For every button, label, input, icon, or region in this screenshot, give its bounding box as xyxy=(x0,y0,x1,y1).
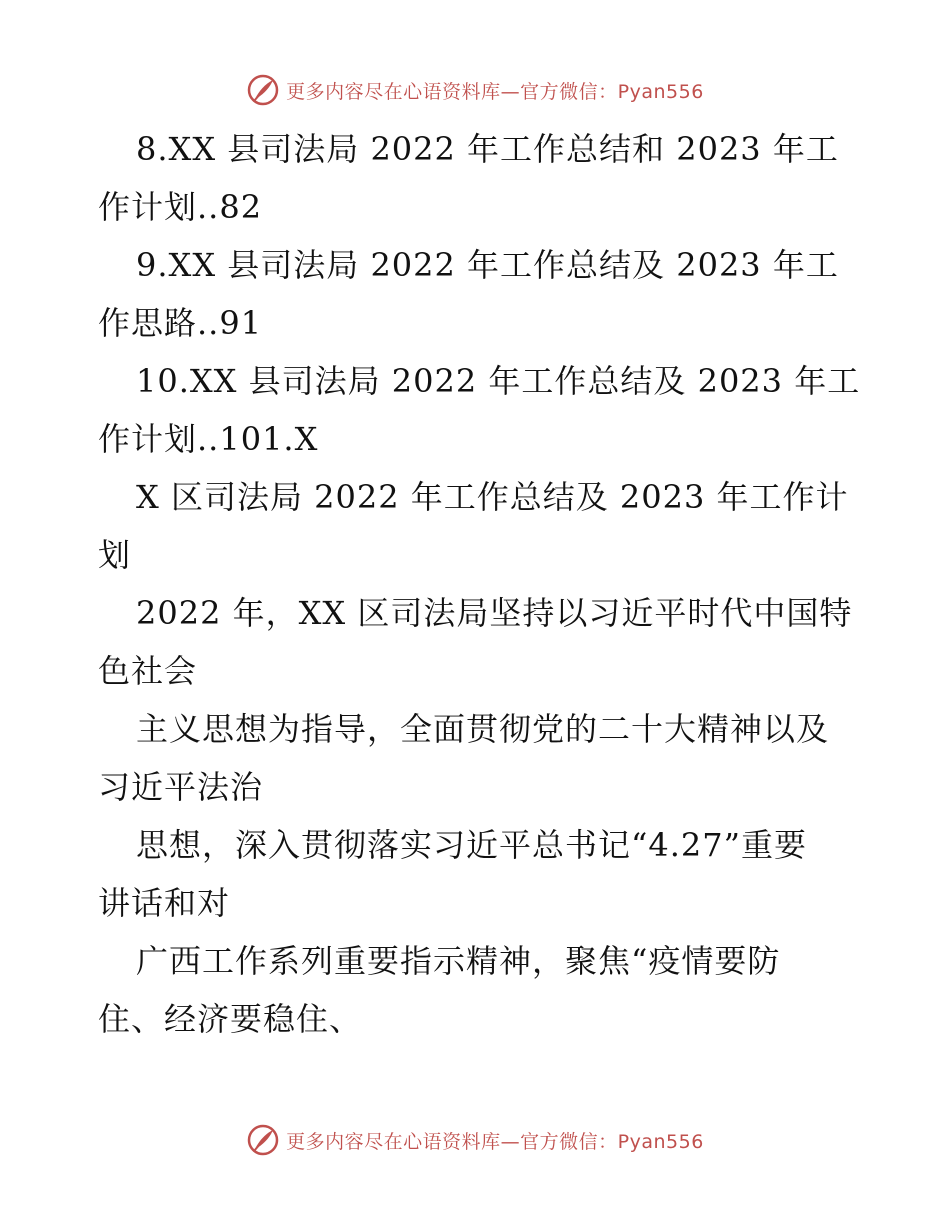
text-line-2: 作计划..82 xyxy=(98,188,263,226)
text-line-14: 讲话和对 xyxy=(98,884,231,922)
text-line-7: X 区司法局 2022 年工作总结及 2023 年工作计 xyxy=(136,478,849,516)
text-line-13: 思想，深入贯彻落实习近平总书记“4.27”重要 xyxy=(136,826,807,864)
footer-watermark xyxy=(0,1120,950,1160)
watermark-text: 更多内容尽在心语资料库—官方微信：Pyan556 xyxy=(286,80,704,103)
text-line-5: 10.XX 县司法局 2022 年工作总结及 2023 年工 xyxy=(136,362,861,400)
text-line-15: 广西工作系列重要指示精神，聚焦“疫情要防 xyxy=(136,942,781,980)
feather-logo-icon xyxy=(246,73,280,107)
text-line-11: 主义思想为指导，全面贯彻党的二十大精神以及 xyxy=(136,710,830,748)
text-line-16: 住、经济要稳住、 xyxy=(98,1000,363,1038)
text-line-9: 2022 年，XX 区司法局坚持以习近平时代中国特 xyxy=(136,594,853,632)
text-line-8: 划 xyxy=(98,536,132,574)
text-line-4: 作思路..91 xyxy=(98,304,263,342)
text-line-6: 作计划..101.X xyxy=(98,420,319,458)
text-line-1: 8.XX 县司法局 2022 年工作总结和 2023 年工 xyxy=(136,130,839,168)
text-line-10: 色社会 xyxy=(98,652,198,690)
text-line-3: 9.XX 县司法局 2022 年工作总结及 2023 年工 xyxy=(136,246,839,284)
document-body xyxy=(98,120,861,1048)
feather-logo-icon xyxy=(246,1123,280,1157)
watermark-text: 更多内容尽在心语资料库—官方微信：Pyan556 xyxy=(286,1130,704,1153)
header-watermark xyxy=(0,70,950,110)
text-line-12: 习近平法治 xyxy=(98,768,264,806)
